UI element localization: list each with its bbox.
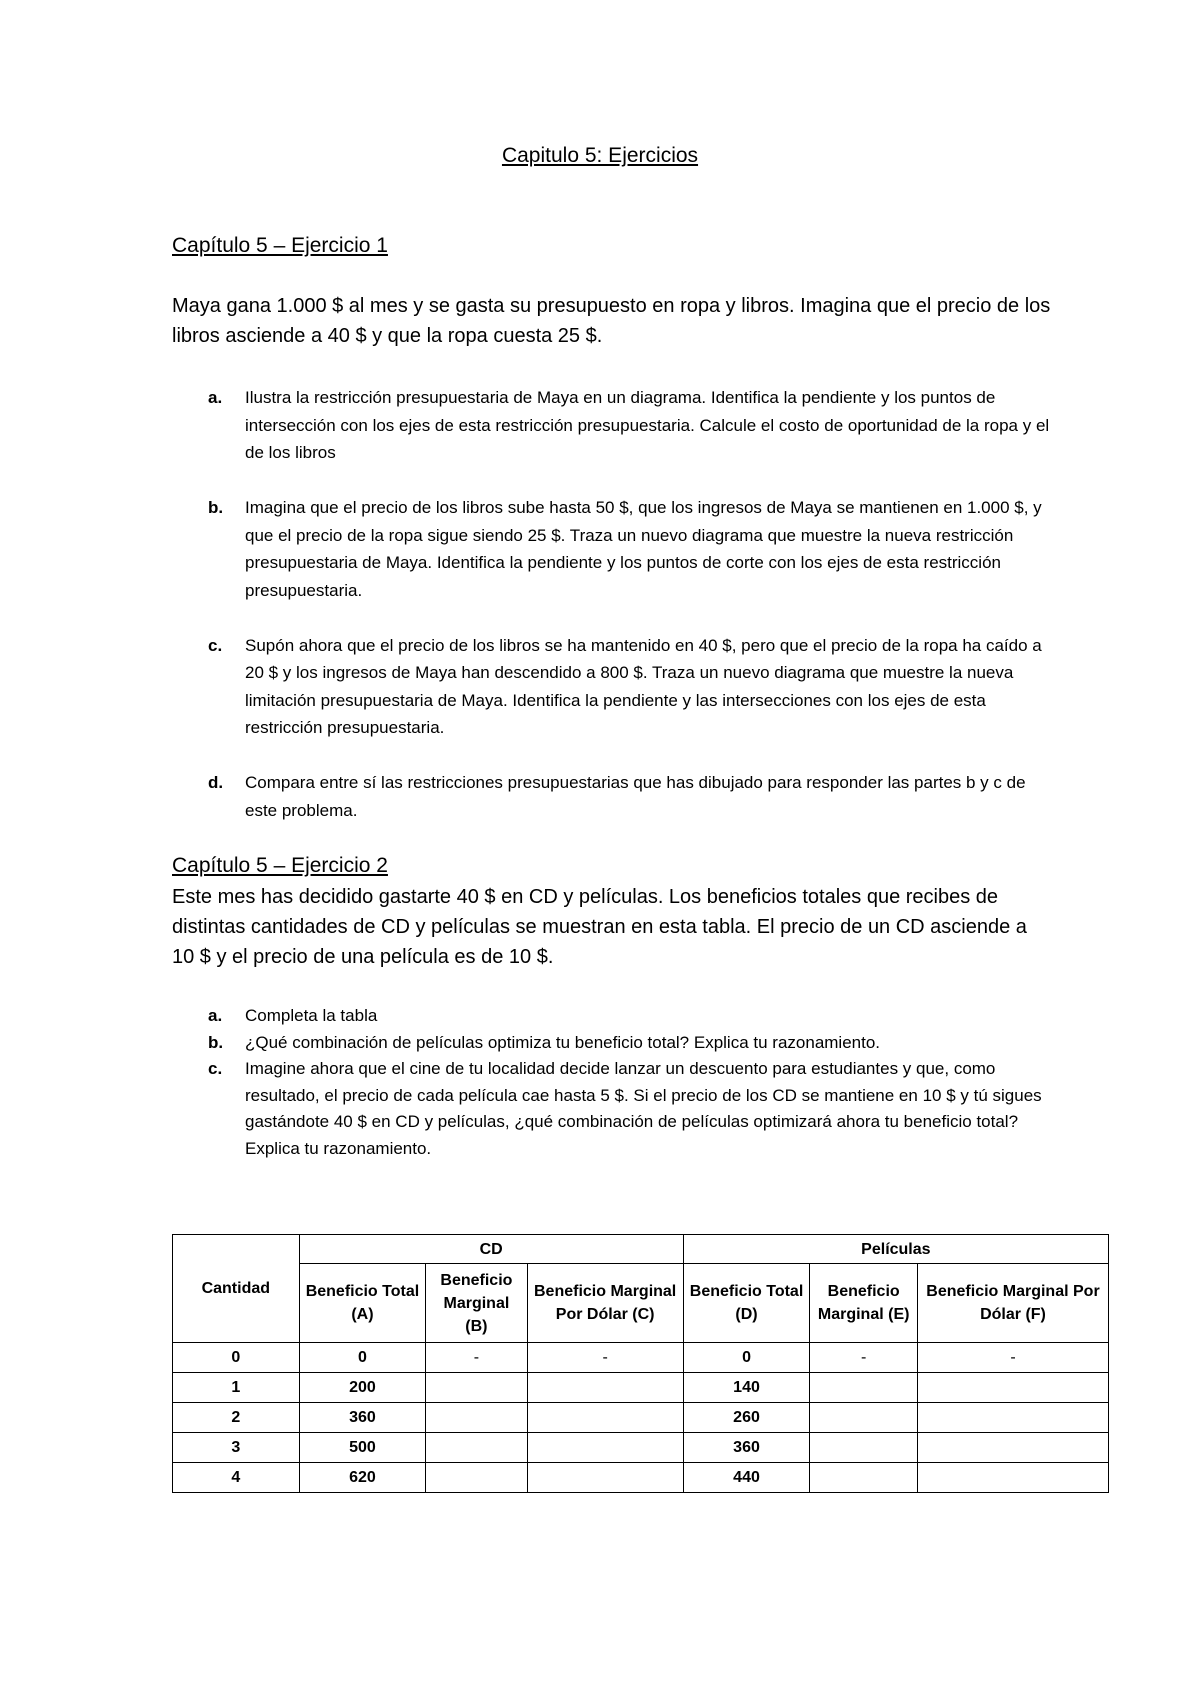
- table-row: [173, 1433, 1109, 1463]
- table-row: [173, 1343, 1109, 1373]
- movie-total-benefit-header: Beneficio Total (D): [683, 1264, 810, 1343]
- cd-total-benefit-header: Beneficio Total (A): [299, 1264, 426, 1343]
- question-letter: c.: [208, 635, 223, 655]
- question-letter: d.: [208, 773, 224, 792]
- cd-total-cell: 360: [299, 1403, 426, 1433]
- table-row: [173, 1373, 1109, 1403]
- question-text: Supón ahora que el precio de los libros se ha mantenido en 40 $, pero que el precio de la ropa ha caído a 20 $ y los ingresos de Maya han descendido a 800 $. Traza un nuevo diagrama que muestre la nueva limitación presupuestaria de Maya. Identifica la pendiente y las intersecciones con los ejes de esta restricción presupuestaria.: [245, 635, 1042, 737]
- movie-total-cell: 0: [683, 1343, 810, 1373]
- exercise-2-heading: Capítulo 5 – Ejercicio 2: [172, 854, 388, 877]
- benefit-table: [172, 1234, 1109, 1493]
- cd-per-dollar-cell: [527, 1463, 683, 1493]
- movie-marginal-per-dollar-header: Beneficio Marginal Por Dólar (F): [917, 1264, 1108, 1343]
- qty-cell: 4: [173, 1463, 300, 1493]
- question-letter: c.: [208, 1059, 223, 1078]
- movie-marginal-benefit-header: Beneficio Marginal (E): [810, 1264, 918, 1343]
- movie-per-dollar-cell: [917, 1373, 1108, 1403]
- cd-total-cell: 0: [299, 1343, 426, 1373]
- cd-marginal-cell: [426, 1433, 527, 1463]
- page-title: Capitulo 5: Ejercicios: [501, 144, 699, 167]
- movie-per-dollar-cell: [917, 1433, 1108, 1463]
- movie-per-dollar-cell: [917, 1403, 1108, 1433]
- table-group-header-row: [173, 1235, 1109, 1264]
- movie-marginal-cell: -: [810, 1343, 918, 1373]
- exercise-1-heading: Capítulo 5 – Ejercicio 1: [172, 234, 388, 257]
- question-text: ¿Qué combinación de películas optimiza tu beneficio total? Explica tu razonamiento.: [245, 1032, 881, 1052]
- exercise-1-question-d: [172, 769, 1052, 824]
- movie-marginal-cell: [810, 1373, 918, 1403]
- movie-marginal-cell: [810, 1463, 918, 1493]
- movies-group-header: Películas: [683, 1235, 1108, 1264]
- cd-marginal-cell: [426, 1373, 527, 1403]
- exercise-1-question-b: [172, 494, 1052, 604]
- movie-per-dollar-cell: -: [917, 1343, 1108, 1373]
- cd-marginal-benefit-header: Beneficio Marginal (B): [426, 1264, 527, 1343]
- exercise-2-questions: [172, 1003, 1052, 1162]
- qty-cell: 0: [173, 1343, 300, 1373]
- movie-total-cell: 260: [683, 1403, 810, 1433]
- qty-cell: 2: [173, 1403, 300, 1433]
- movie-marginal-cell: [810, 1403, 918, 1433]
- cd-per-dollar-cell: -: [527, 1343, 683, 1373]
- question-letter: a.: [208, 1006, 223, 1025]
- exercise-2-question-c: [172, 1056, 1052, 1162]
- table-row: [173, 1403, 1109, 1433]
- movie-total-cell: 140: [683, 1373, 810, 1403]
- movie-per-dollar-cell: [917, 1463, 1108, 1493]
- cd-marginal-cell: -: [426, 1343, 527, 1373]
- cd-per-dollar-cell: [527, 1433, 683, 1463]
- question-text: Compara entre sí las restricciones presupuestarias que has dibujado para responder las partes b y c de este problema.: [245, 773, 1026, 820]
- cd-total-cell: 620: [299, 1463, 426, 1493]
- question-letter: a.: [208, 388, 223, 407]
- cd-total-cell: 500: [299, 1433, 426, 1463]
- cd-total-cell: 200: [299, 1373, 426, 1403]
- cd-per-dollar-cell: [527, 1403, 683, 1433]
- cd-per-dollar-cell: [527, 1373, 683, 1403]
- exercise-1-question-c: [172, 632, 1052, 742]
- cd-marginal-cell: [426, 1463, 527, 1493]
- cd-marginal-per-dollar-header: Beneficio Marginal Por Dólar (C): [527, 1264, 683, 1343]
- question-text: Ilustra la restricción presupuestaria de Maya en un diagrama. Identifica la pendiente y los puntos de intersección con los ejes de esta restricción presupuestaria. Calcule el costo de oportunidad de la ropa y el de los libros: [245, 388, 1050, 462]
- qty-cell: 3: [173, 1433, 300, 1463]
- question-letter: b.: [208, 498, 224, 517]
- qty-header: Cantidad: [173, 1235, 300, 1343]
- table-row: [173, 1463, 1109, 1493]
- exercise-2-question-b: [172, 1030, 1052, 1057]
- exercise-1-questions: [172, 384, 1052, 852]
- question-text: Imagine ahora que el cine de tu localidad decide lanzar un descuento para estudiantes y que, como resultado, el precio de cada película cae hasta 5 $. Si el precio de los CD se mantiene en 10 $ y tú sigues gastándote 40 $ en CD y películas, ¿qué combinación de películas optimizará ahora tu beneficio total? Explica tu razonamiento.: [245, 1059, 1042, 1158]
- qty-cell: 1: [173, 1373, 300, 1403]
- movie-total-cell: 360: [683, 1433, 810, 1463]
- exercise-1-question-a: [172, 384, 1052, 467]
- cd-marginal-cell: [426, 1403, 527, 1433]
- exercise-2-question-a: [172, 1003, 1052, 1030]
- cd-group-header: CD: [299, 1235, 683, 1264]
- question-text: Completa la tabla: [245, 1006, 378, 1025]
- movie-marginal-cell: [810, 1433, 918, 1463]
- table-column-header-row: [173, 1264, 1109, 1343]
- question-letter: b.: [208, 1032, 224, 1052]
- exercise-1-intro: Maya gana 1.000 $ al mes y se gasta su presupuesto en ropa y libros. Imagina que el precio de los libros asciende a 40 $ y que la ropa cuesta 25 $.: [172, 295, 1051, 347]
- question-text: Imagina que el precio de los libros sube hasta 50 $, que los ingresos de Maya se mantienen en 1.000 $, y que el precio de la ropa sigue siendo 25 $. Traza un nuevo diagrama que muestre la nueva restricción presupuestaria de Maya. Identifica la pendiente y los puntos de corte con los ejes de esta restricción presupuestaria.: [245, 498, 1042, 600]
- exercise-2-intro: Este mes has decidido gastarte 40 $ en CD y películas. Los beneficios totales que recibes de distintas cantidades de CD y películas se muestran en esta tabla. El precio de un CD asciende a 10 $ y el precio de una película es de 10 $.: [172, 886, 1027, 968]
- movie-total-cell: 440: [683, 1463, 810, 1493]
